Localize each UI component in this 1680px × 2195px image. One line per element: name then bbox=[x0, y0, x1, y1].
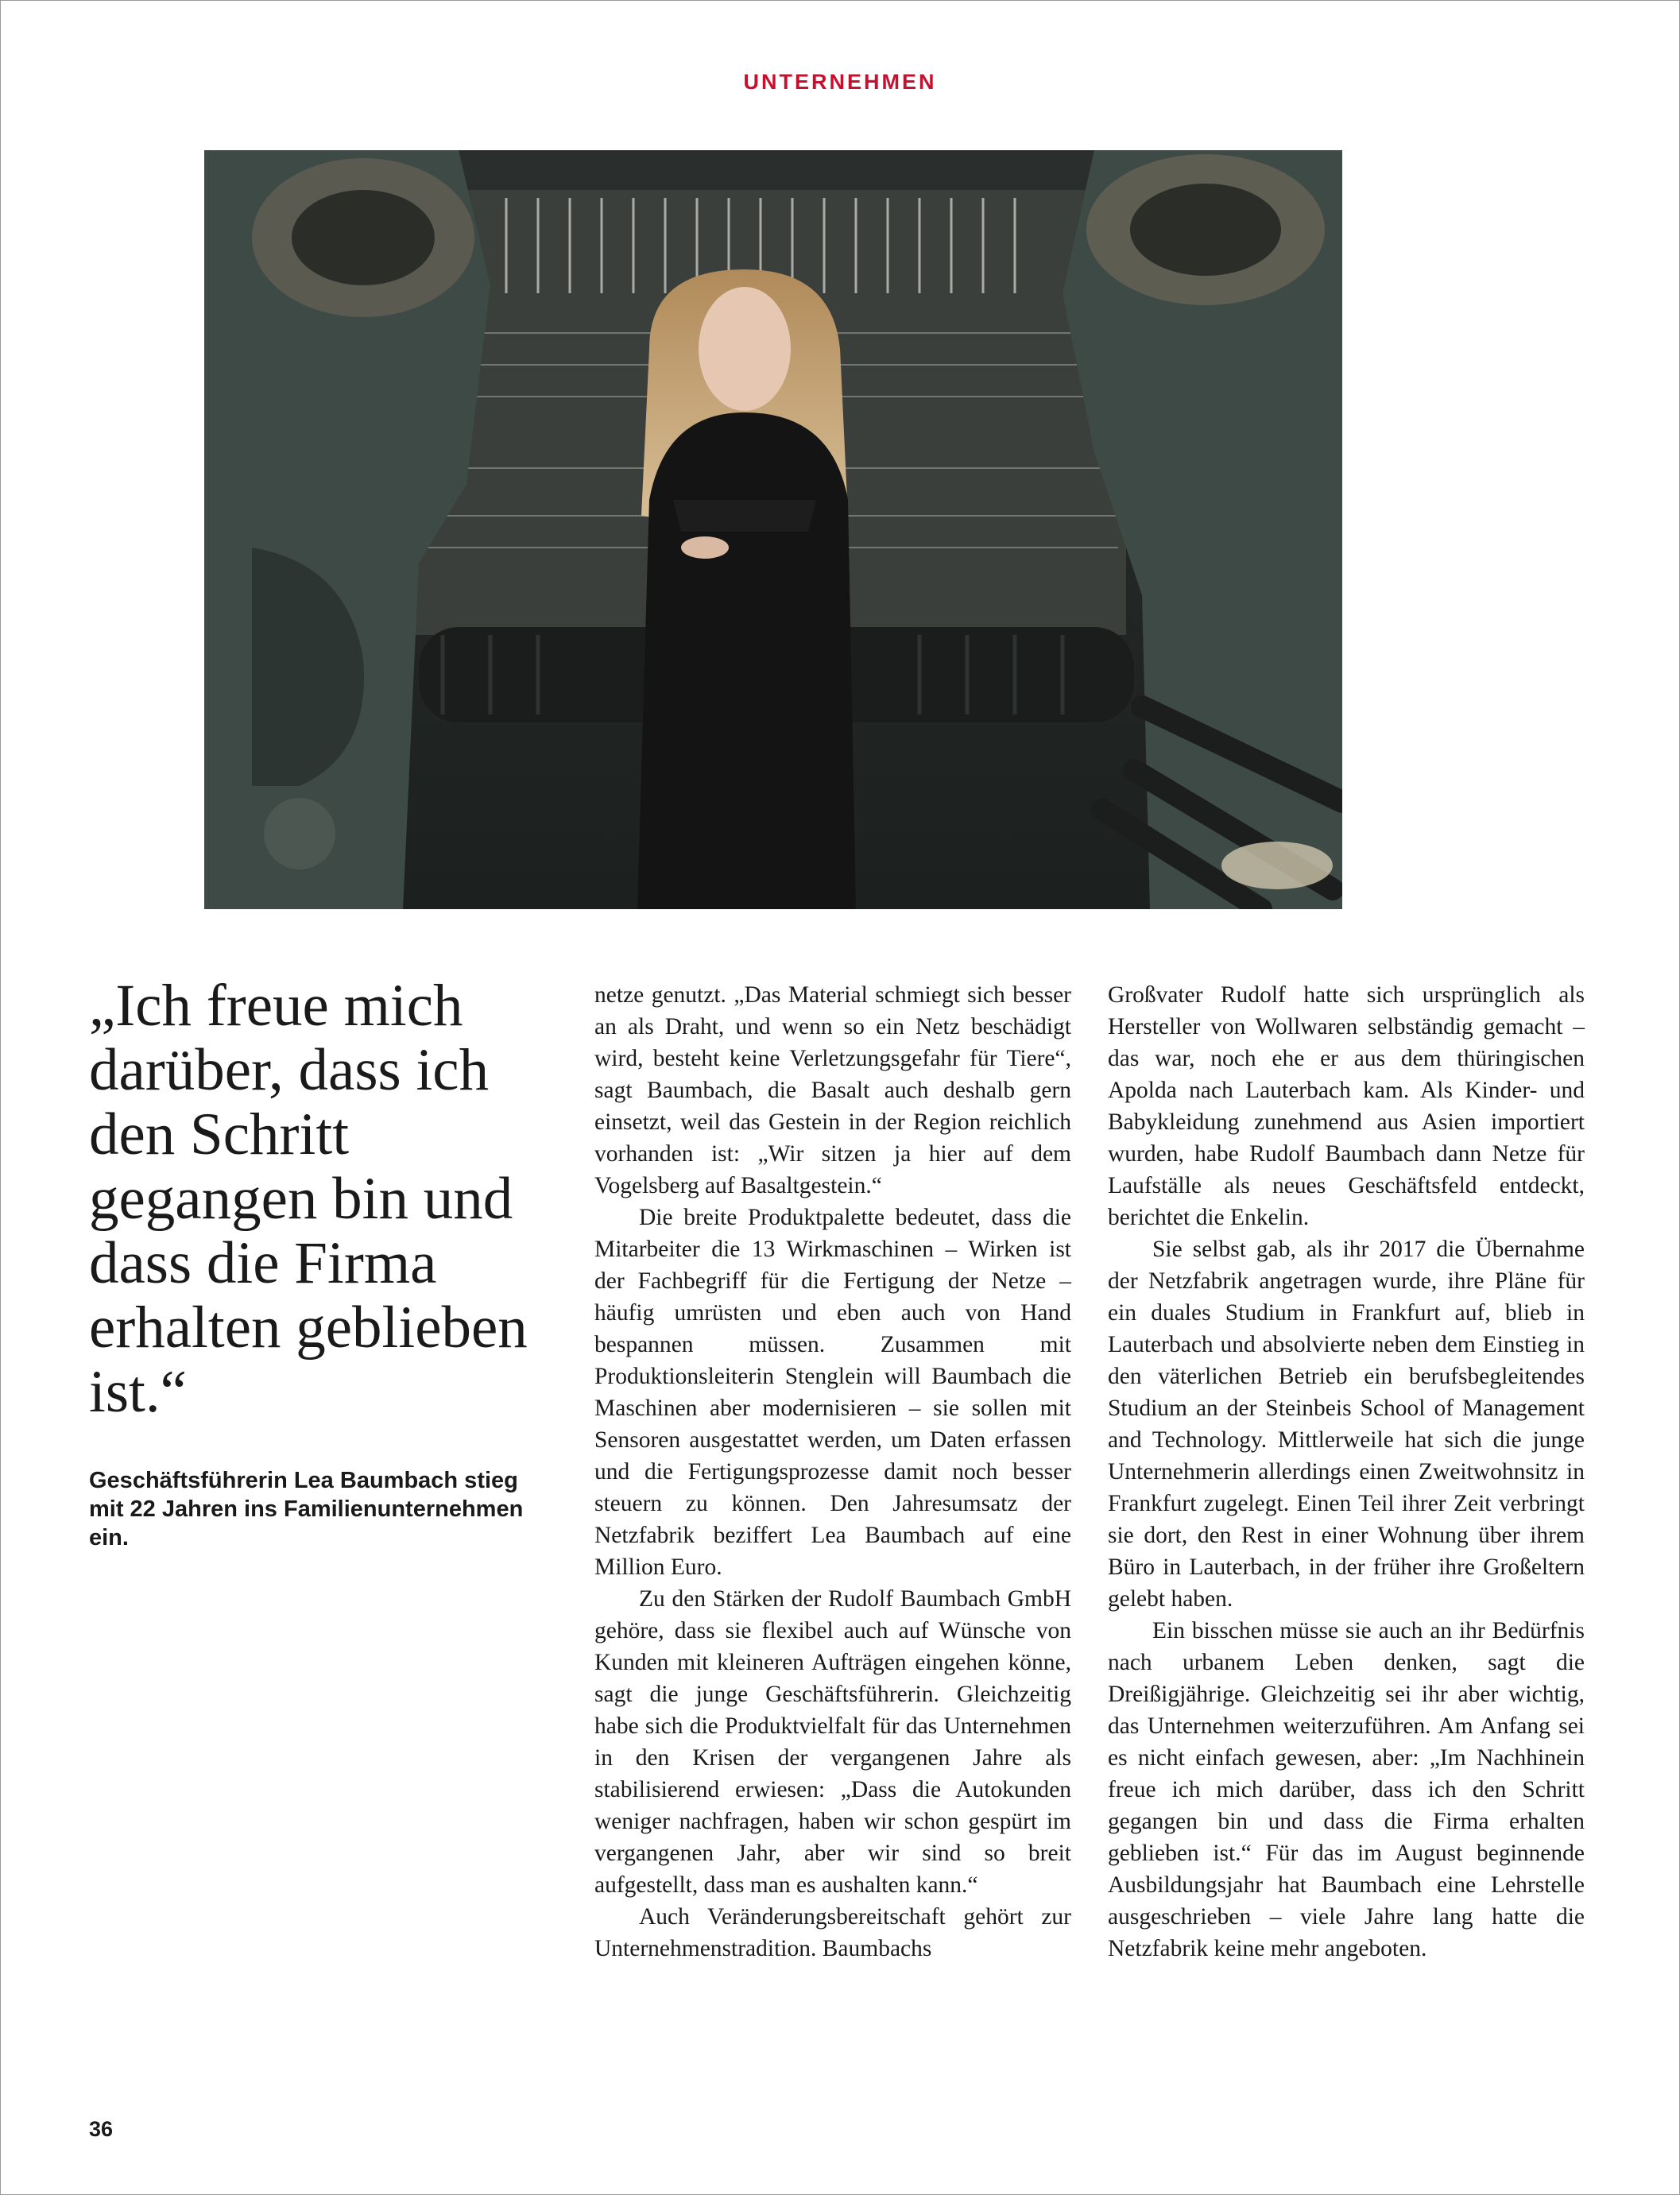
column2-paragraph-3: Zu den Stärken der Rudolf Baumbach GmbH gehöre, dass sie flexibel auch auf Wünsche von Kunden mit kleineren Aufträgen eingehen könne, sagt die junge Geschäftsführerin. Gleichzeitig habe sich die Produktvielfalt für das Unternehmen in den Krisen der vergangenen Jahre als stabilisierend erwiesen: „Dass die Autokunden weniger nachfragen, haben wir schon gespürt im vergangenen Jahr, aber wir sind so breit aufgestellt, dass man es aushalten kann.“ bbox=[594, 1586, 1071, 1898]
photo-illustration bbox=[204, 150, 1342, 909]
photo-caption: Geschäftsführerin Lea Baumbach stieg mit 22 Jahren ins Familienunternehmen ein. bbox=[89, 1468, 524, 1550]
pull-quote: „Ich freue mich darüber, dass ich den Schritt gegangen bin und dass die Firma erhalten geblieben ist.“ bbox=[89, 973, 528, 1425]
article-photo bbox=[204, 150, 1342, 909]
section-label: UNTERNEHMEN bbox=[743, 70, 937, 94]
article-column-2 bbox=[594, 979, 1071, 1965]
column3-paragraph-3: Ein bisschen müsse sie auch an ihr Bedürfnis nach urbanem Leben denken, sagt die Dreißigjährige. Gleichzeitig sei ihr aber wichtig, das Unternehmen weiterzuführen. Am Anfang sei es nicht einfach gewesen, aber: „Im Nachhinein freue ich mich darüber, dass ich den Schritt gegangen bin und dass die Firma erhalten geblieben ist.“ Für das im August beginnende Ausbildungsjahr hat Baumbach eine Lehrstelle ausgeschrieben – viele Jahre lang hatte die Netzfabrik keine mehr angeboten. bbox=[1108, 1618, 1585, 1961]
column2-paragraph-1: netze genutzt. „Das Material schmiegt sich besser an als Draht, und wenn so ein Netz beschädigt wird, besteht keine Verletzungsgefahr für Tiere“, sagt Baumbach, die Basalt auch deshalb gern einsetzt, weil das Gestein in der Region reichlich vorhanden ist: „Wir sitzen ja hier auf dem Vogelsberg auf Basaltgestein.“ bbox=[594, 982, 1071, 1198]
column3-paragraph-2: Sie selbst gab, als ihr 2017 die Übernahme der Netzfabrik angetragen wurde, ihre Pläne für ein duales Studium in Frankfurt auf, blieb in Lauterbach und absolvierte neben dem Einstieg in den väterlichen Betrieb ein berufsbegleitendes Studium an der Steinbeis School of Management and Technology. Mittlerweile hat sich die junge Unternehmerin allerdings einen Zweitwohnsitz in Frankfurt zugelegt. Einen Teil ihrer Zeit verbringt sie dort, den Rest in einer Wohnung über ihrem Büro in Lauterbach, in der früher ihre Großeltern gelebt haben. bbox=[1108, 1237, 1585, 1612]
column3-paragraph-1: Großvater Rudolf hatte sich ursprünglich als Hersteller von Wollwaren selbständig gemacht – das war, noch ehe er aus dem thüringischen Apolda nach Lauterbach kam. Als Kinder- und Babykleidung zunehmend aus Asien importiert wurden, habe Rudolf Baumbach dann Netze für Laufställe als neues Geschäftsfeld entdeckt, berichtet die Enkelin. bbox=[1108, 982, 1585, 1230]
page-number: 36 bbox=[89, 2117, 114, 2141]
article-column-3 bbox=[1108, 979, 1585, 1965]
column2-paragraph-4: Auch Veränderungsbereitschaft gehört zur Unternehmenstradition. Baumbachs bbox=[594, 1904, 1071, 1961]
column2-paragraph-2: Die breite Produktpalette bedeutet, dass die Mitarbeiter die 13 Wirkmaschinen – Wirken ist der Fachbegriff für die Fertigung der Netze – häufig umrüsten und eben auch von Hand bespannen müssen. Zusammen mit Produktionsleiterin Stenglein will Baumbach die Maschinen aber modernisieren – sie sollen mit Sensoren ausgestattet werden, um Daten erfassen und die Fertigungsprozesse damit noch besser steuern zu können. Den Jahresumsatz der Netzfabrik beziffert Lea Baumbach auf eine Million Euro. bbox=[594, 1205, 1071, 1580]
